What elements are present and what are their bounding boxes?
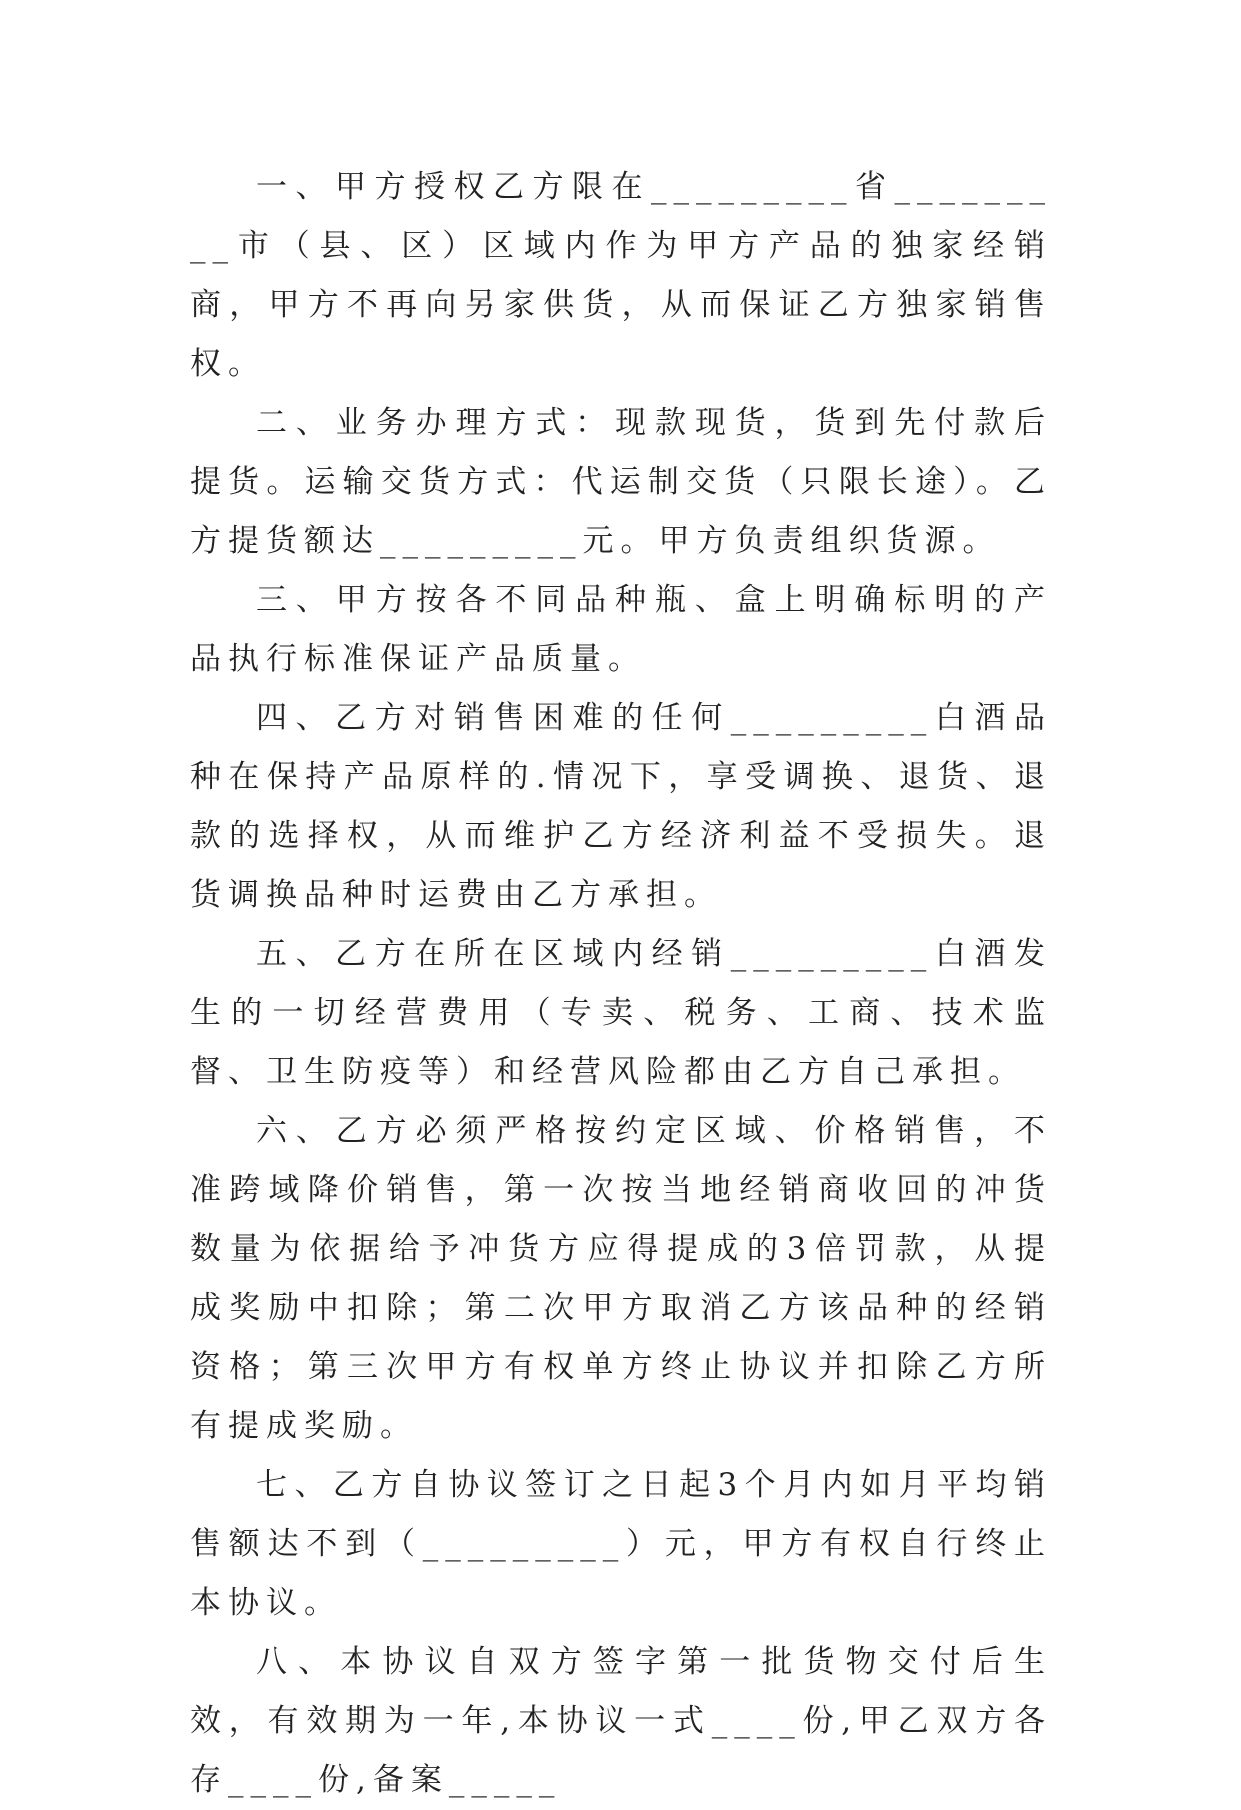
- clause-4-paragraph: 四、乙方对销售困难的任何_________白酒品种在保持产品原样的.情况下，享受调换、退货、退款的选择权，从而维护乙方经济利益不受损失。退货调换品种时运费由乙方承担。: [190, 700, 1052, 913]
- clause-7-paragraph: 七、乙方自协议签订之日起3个月内如月平均销售额达不到（_________）元，甲方有权自行终止本协议。: [190, 1467, 1052, 1621]
- clause-2-paragraph: 二、业务办理方式：现款现货，货到先付款后提货。运输交货方式：代运制交货（只限长途）。乙方提货额达_________元。甲方负责组织货源。: [190, 405, 1052, 559]
- clause-6-paragraph: 六、乙方必须严格按约定区域、价格销售，不准跨域降价销售，第一次按当地经销商收回的冲货数量为依据给予冲货方应得提成的3倍罚款，从提成奖励中扣除；第二次甲方取消乙方该品种的经销资格；第三次甲方有权单方终止协议并扣除乙方所有提成奖励。: [190, 1113, 1052, 1444]
- clause-8-paragraph: 八、本协议自双方签字第一批货物交付后生效，有效期为一年,本协议一式____份,甲乙双方各存____份,备案_____: [190, 1644, 1052, 1798]
- document-body: [190, 158, 1052, 1810]
- clause-3-paragraph: 三、甲方按各不同品种瓶、盒上明确标明的产品执行标准保证产品质量。: [190, 582, 1052, 677]
- clause-1-paragraph: 一、甲方授权乙方限在_________省_________市（县、区）区域内作为甲方产品的独家经销商，甲方不再向另家供货，从而保证乙方独家销售权。: [190, 169, 1052, 382]
- clause-5-paragraph: 五、乙方在所在区域内经销_________白酒发生的一切经营费用（专卖、税务、工商、技术监督、卫生防疫等）和经营风险都由乙方自己承担。: [190, 936, 1052, 1090]
